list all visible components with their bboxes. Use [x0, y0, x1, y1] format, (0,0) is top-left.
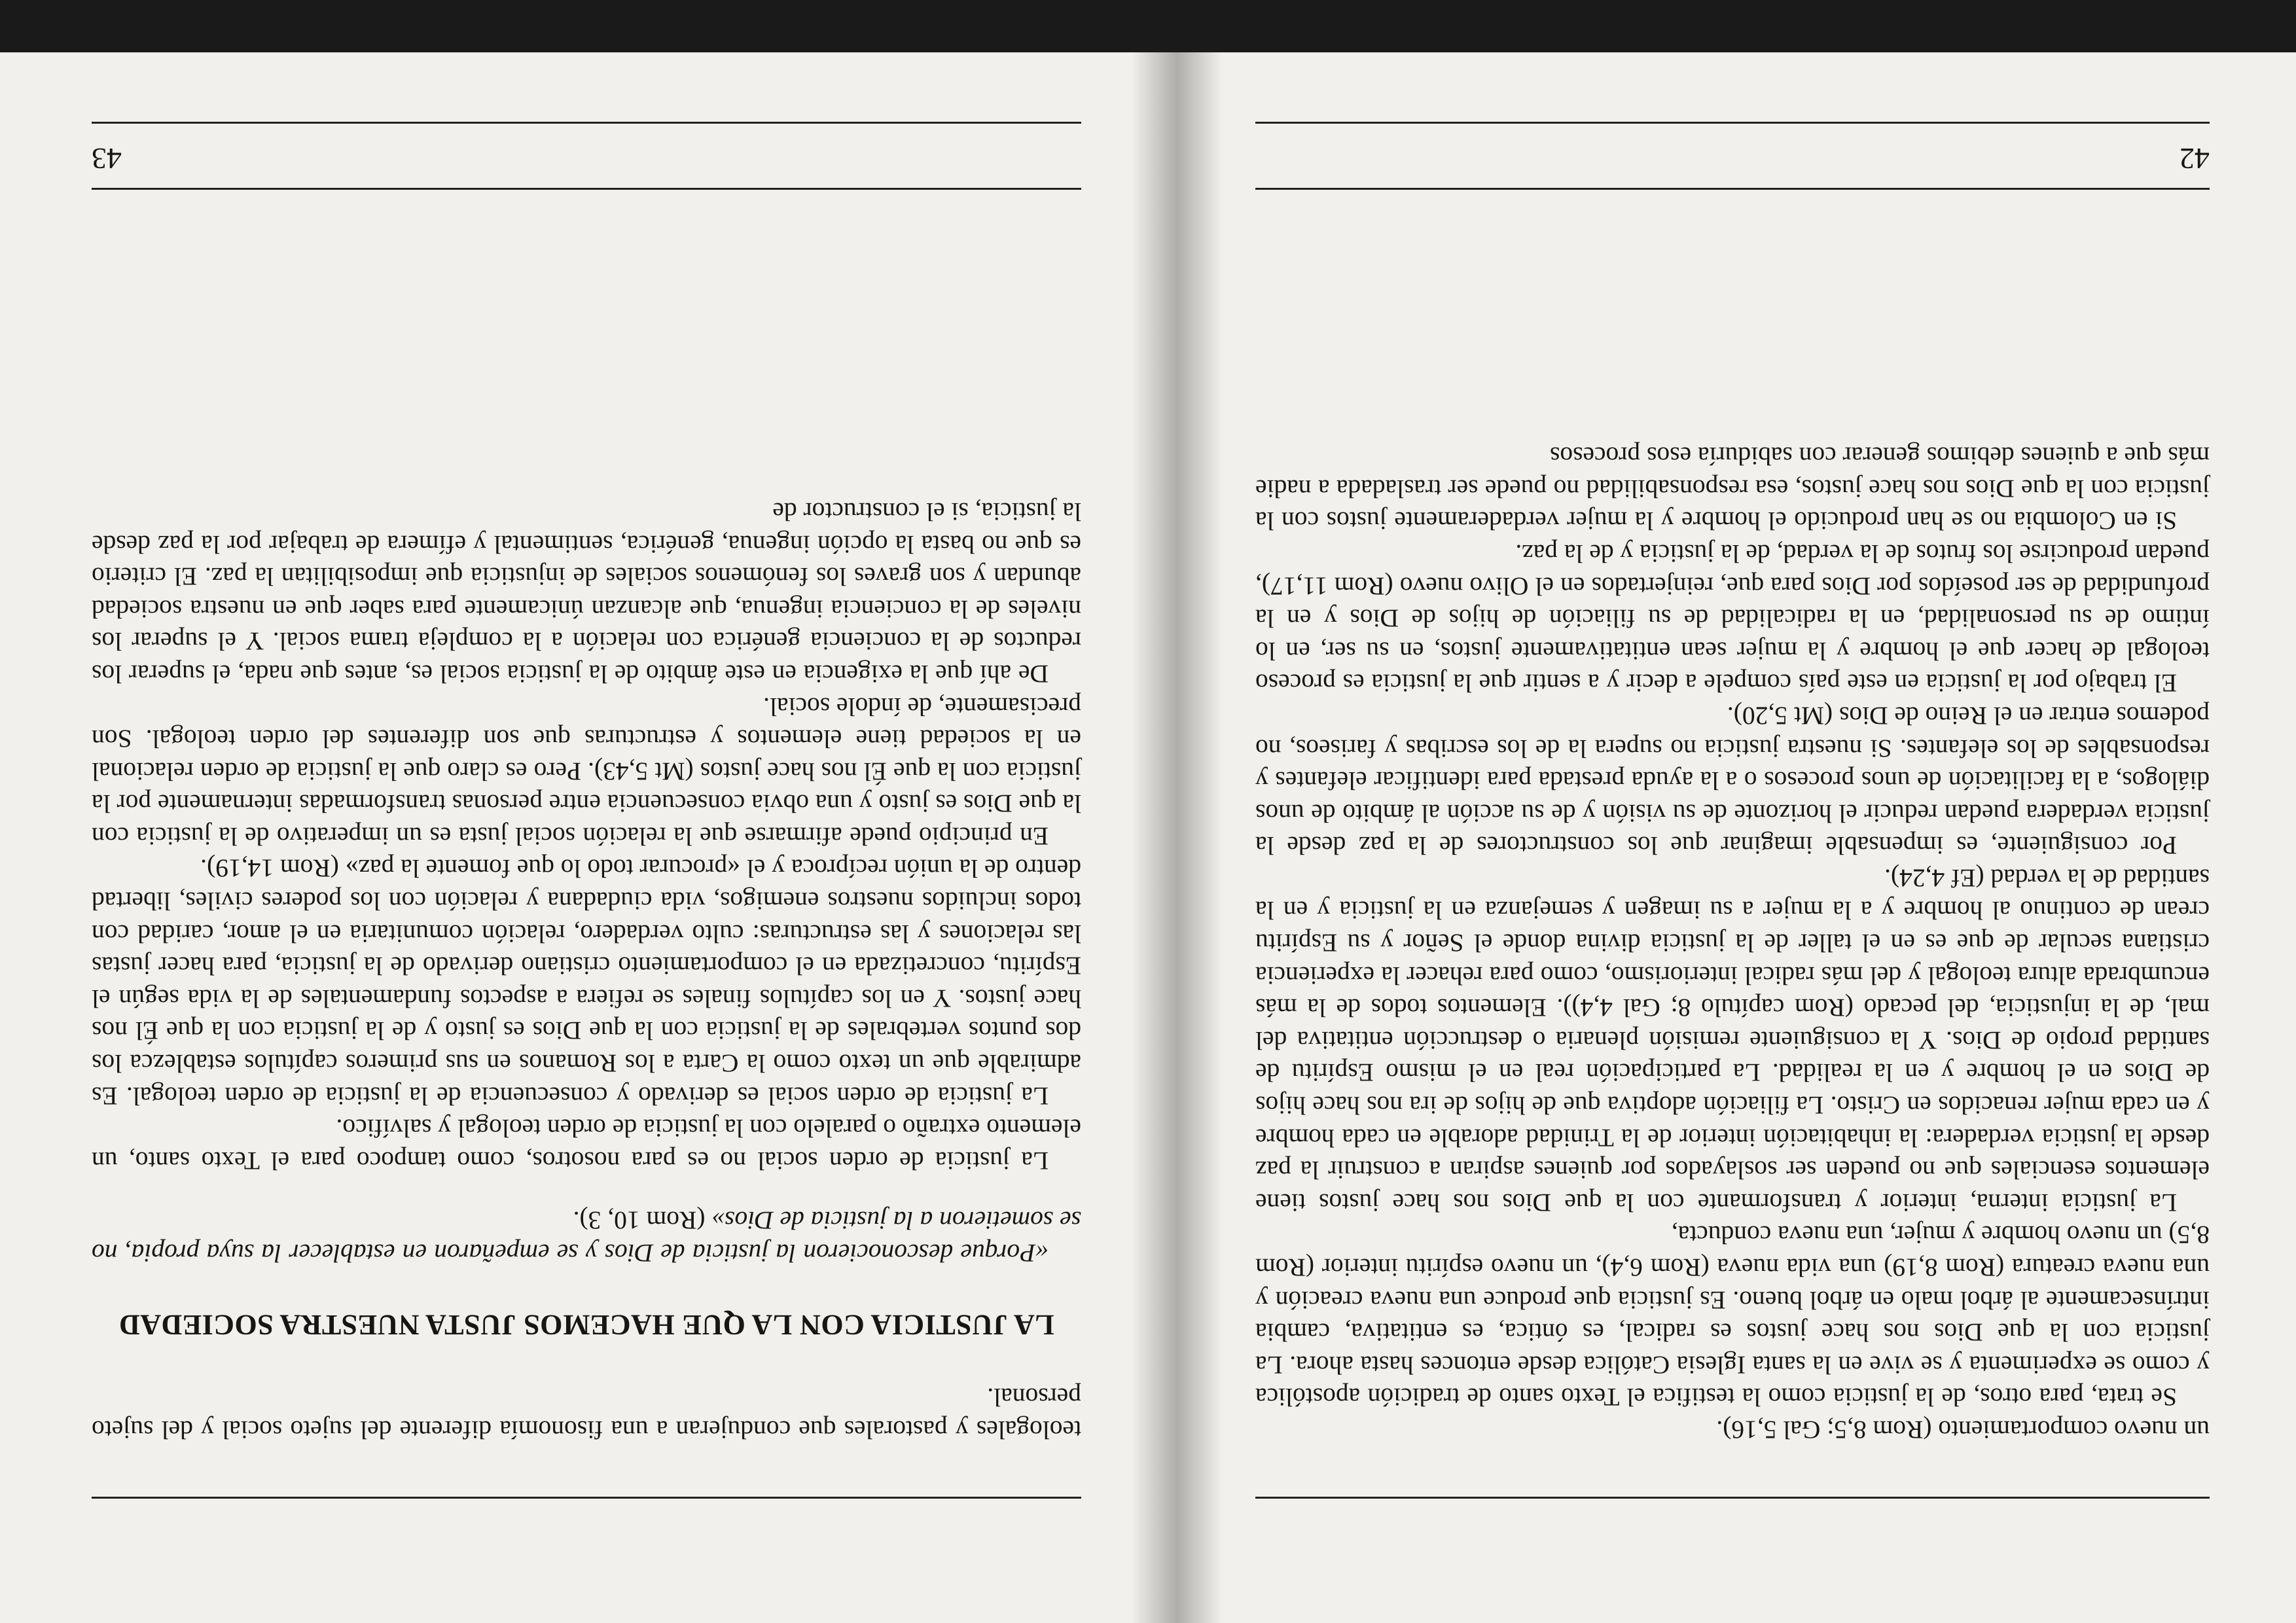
paragraph: La justicia de orden social es derivado y consecuencia de la justicia de orden teologal. Es admirable que un texto como la Carta a los Romanos en sus primeros capítulos establezca los dos puntos vertebrales de la justicia con la que Dios es justo y de la justicia con la que Él nos hace justos. Y en los capítulos finales se refiera a aspectos fundamentales de la vida según el Espíritu, concretizada en el comportamiento cristiano derivado de la justicia, para hacer justas las relaciones y las estructuras: culto verdadero, relación comunitaria en el amor, caridad con todos incluidos nuestros enemigos, vida ciudadana y relación con los poderes civiles, libertad dentro de la unión recíproca y el «procurar todo lo que fomente la paz» (Rom 14,19). [92, 854, 1081, 1111]
page-number: 43 [92, 142, 122, 175]
paragraph: Por consiguiente, es impensable imaginar que los constructores de la paz desde la justicia verdadera puedan reducir el horizonte de su visión y de su acción al ámbito de unos diálogos, a la facilitación de unos procesos o a la ayuda prestada para identificar elefantes y responsables de los elefantes. Si nuestra justicia no supera la de los escribas y fariseos, no podemos entrar en el Reino de Dios (Mt 5,20). [1255, 701, 2210, 861]
paragraph: La justicia interna, interior y transformante con la que Dios nos hace justos tiene elementos esenciales que no pueden ser soslayados por quienes aspiran a construir la paz desde la justicia verdadera: la inhabitación interior de la Trinidad adorable en cada hombre y en cada mujer renacidos en Cristo. La filiación adoptiva que de hijos de ira nos hace hijos de Dios en el hombre y en la realidad. La participación real en el mismo Espíritu de santidad propio de Dios. Y la consiguiente remisión plenaria o destrucción entitativa del mal, de la injusticia, del pecado (Rom capítulo 8; Gal 4,4)). Elementos todos de la más encumbrada altura teologal y del más radical interiorismo, como para rehacer la experiencia cristiana secular de que es en el taller de la justicia divina donde el Señor y su Espíritu crean de continuo al hombre y a la mujer a su imagen y semejanza en la justicia y en la santidad de la verdad (Ef 4,24). [1255, 863, 2210, 1217]
epigraph [92, 1204, 1081, 1269]
page-43 [0, 52, 1183, 1623]
paragraph: La justicia de orden social no es para nosotros, como tampoco para el Texto santo, un elemento extraño o paralelo con la justicia de orden teologal y salvífico. [92, 1114, 1081, 1175]
top-rule [92, 1497, 1081, 1499]
page-42 [1183, 52, 2296, 1623]
paragraph: El trabajo por la justicia en este país compele a decir y a sentir que la justicia es proceso teologal de hacer que el hombre y la mujer sean entitativamente justos, en su ser, en lo íntimo de su personalidad, en la radicalidad de su filiación de hijos de Dios y en la profundidad de ser poseídos por Dios para que, reinjertados en el Olivo nuevo (Rom 11,17), puedan producirse los frutos de la verdad, de la justicia y de la paz. [1255, 539, 2210, 698]
paragraph: En principio puede afirmarse que la relación social justa es un imperativo de la justicia con la que Dios es justo y una obvia consecuencia entre personas transformadas internamente por la justicia con la que Él nos hace justos (Mt 5,43). Pero es claro que la justicia de orden relacional en la sociedad tiene elementos y estructuras que son diferentes del orden teologal. Son precisamente, de índole social. [92, 692, 1081, 851]
page-42-body [1255, 440, 2210, 1446]
epigraph-reference: (Rom 10, 3). [573, 1206, 712, 1236]
running-head [92, 122, 1081, 190]
page-43-body [92, 495, 1081, 1446]
paragraph: Si en Colombia no se han producido el hombre y la mujer verdaderamente justos con la justicia con la que Dios nos hace justos, esa responsabilidad no puede ser trasladada a nadie más que a quienes debimos generar con sabiduría esos procesos [1255, 442, 2210, 536]
head-rule [1255, 188, 2210, 190]
running-head [1255, 122, 2210, 190]
paragraph: Se trata, para otros, de la justicia como la testifica el Texto santo de tradición apostólica y como se experimenta y se vive en la santa Iglesia Católica desde entonces hasta ahora. La justicia con la que Dios nos hace justos es radical, es óntica, es entitativa, cambia intrínsecamente al árbol malo en árbol bueno. Es justicia que produce una nueva creación y una nueva creatura (Rom 8,19) una vida nueva (Rom 6,4), un nuevo espíritu interior (Rom 8,5) un nuevo hombre y mujer, una nueva conducta, [1255, 1221, 2210, 1412]
paragraph: De ahí que la exigencia en este ámbito de la justicia social es, antes que nada, el superar los reductos de la conciencia genérica con relación a la compleja trama social. Y el superar los niveles de la conciencia ingenua, que alcanzan únicamente para saber que en nuestra sociedad abundan y son graves los fenómenos sociales de injusticia que imposibilitan la paz. El criterio es que no basta la opción ingenua, genérica, sentimental y efímera de trabajar por la paz desde la justicia, si el constructor de [92, 497, 1081, 688]
head-rule [92, 122, 1081, 124]
section-title: LA JUSTICIA CON LA QUE HACEMOS JUSTA NUESTRA SOCIEDAD [118, 1308, 1054, 1341]
top-rule [1255, 1497, 2210, 1499]
page-number: 42 [2179, 142, 2210, 175]
head-rule [1255, 122, 2210, 124]
paragraph: teologales y pastorales que condujeran a una fisonomía diferente del sujeto social y del sujeto personal. [92, 1383, 1081, 1444]
epigraph-text: «Porque desconocieron la justicia de Dios y se empeñaron en establecer la suya propia, no se sometieron a la justicia de Dios» [92, 1206, 1081, 1268]
head-rule [92, 188, 1081, 190]
paragraph: un nuevo comportamiento (Rom 8,5; Gal 5,16). [1716, 1416, 2210, 1444]
